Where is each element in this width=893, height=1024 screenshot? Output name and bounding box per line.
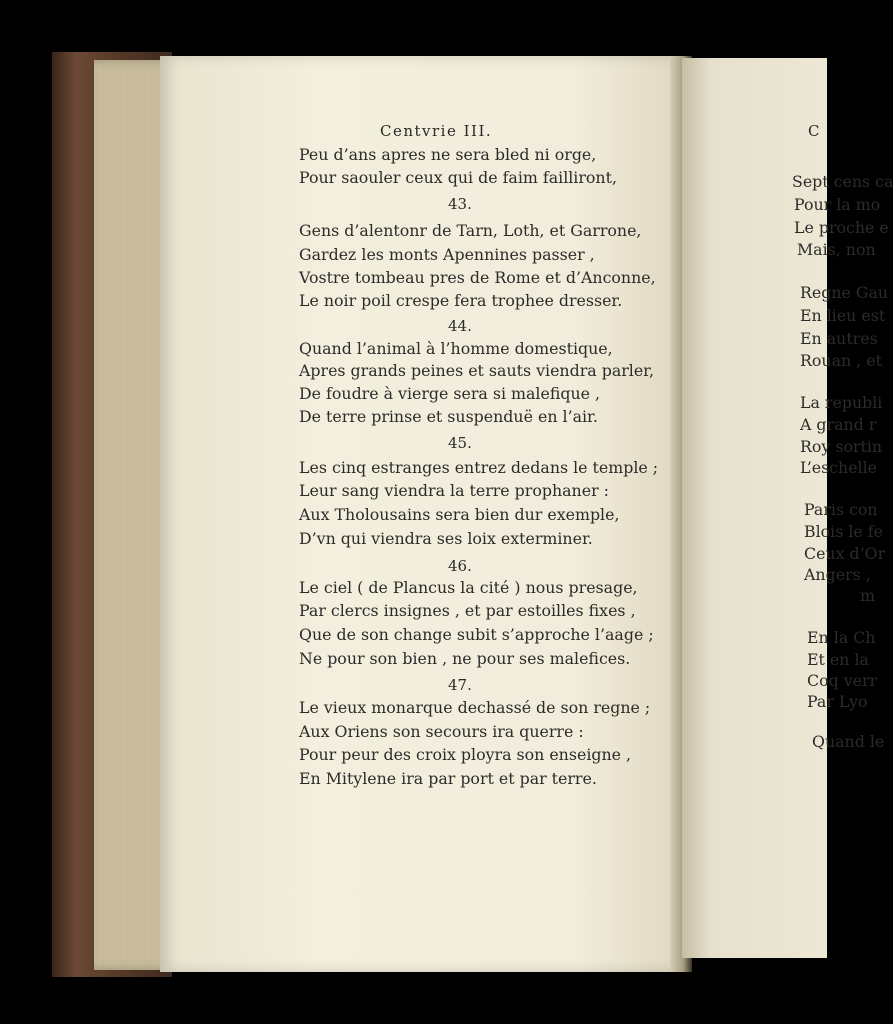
verse-line-right: Ceux d’Or <box>804 544 886 563</box>
verse-line: Ne pour son bien , ne pour ses malefices. <box>299 649 631 668</box>
verse-line-right: Quand le <box>812 732 885 751</box>
verse-line: Quand l’animal à l’homme domestique, <box>299 339 613 358</box>
verse-line: Les cinq estranges entrez dedans le temple ; <box>299 458 659 477</box>
verse-line-right: Et en la <box>807 650 869 669</box>
verse-line-right: Pour la mo <box>794 195 881 214</box>
page-header: Centvrie III. <box>380 122 493 140</box>
verse-line: Aux Oriens son secours ira querre : <box>299 722 584 741</box>
verse-line: Par clercs insignes , et par estoilles fixes , <box>299 601 636 620</box>
verse-line-right: Sept cens ca <box>792 172 893 191</box>
verse-line: Que de son change subit s’approche l’aage ; <box>299 625 654 644</box>
verse-line-right: Blois le fe <box>804 522 883 541</box>
verse-line: Gens d’alentonr de Tarn, Loth, et Garrone, <box>299 221 642 240</box>
verse-line-right: Regne Gau <box>800 283 889 302</box>
verse-line: Le vieux monarque dechassé de son regne ; <box>299 698 651 717</box>
right-page-header: C <box>808 122 820 140</box>
verse-line: Vostre tombeau pres de Rome et d’Anconne, <box>299 268 656 287</box>
right-page <box>682 58 893 958</box>
verse-line-right: En autres <box>800 329 878 348</box>
verse-line-right: Paris con <box>804 500 878 519</box>
quatrain-number: 43. <box>448 195 472 213</box>
verse-line-right: Roy sortin <box>800 437 883 456</box>
verse-line: Le noir poil crespe fera trophee dresser. <box>299 291 623 310</box>
verse-line-right: Angers , <box>804 565 871 584</box>
verse-line: Apres grands peines et sauts viendra parler, <box>299 361 655 380</box>
quatrain-number: 44. <box>448 317 472 335</box>
verse-line: Aux Tholousains sera bien dur exemple, <box>299 505 620 524</box>
verse-line: Pour saouler ceux qui de faim failliront, <box>299 168 617 187</box>
verse-line-right: Le proche e <box>794 218 889 237</box>
verse-line-right: Coq verr <box>807 671 878 690</box>
verse-line-right: En la Ch <box>807 628 876 647</box>
verse-line-right: Par Lyo <box>807 692 868 711</box>
verse-line: De foudre à vierge sera si malefique , <box>299 384 601 403</box>
verse-line: D’vn qui viendra ses loix exterminer. <box>299 529 593 548</box>
verse-line-right: A grand r <box>800 415 877 434</box>
verse-line: Gardez les monts Apennines passer , <box>299 245 595 264</box>
verse-line: En Mitylene ira par port et par terre. <box>299 769 597 788</box>
verse-line: Pour peur des croix ployra son enseigne , <box>299 745 632 764</box>
verse-line-right: Mais, non <box>797 240 876 259</box>
verse-line: Leur sang viendra la terre prophaner : <box>299 481 609 500</box>
verse-line: Peu d’ans apres ne sera bled ni orge, <box>299 145 597 164</box>
verse-line-right: m <box>860 586 875 605</box>
verse-line-right: La republi <box>800 393 883 412</box>
verse-line: Le ciel ( de Plancus la cité ) nous presage, <box>299 578 638 597</box>
verse-line-right: En lieu est <box>800 306 886 325</box>
quatrain-number: 47. <box>448 676 472 694</box>
verse-line-right: Rouan , et <box>800 351 882 370</box>
verse-line-right: L’eschelle <box>800 458 878 477</box>
quatrain-number: 46. <box>448 557 472 575</box>
verse-line: De terre prinse et suspenduë en l’air. <box>299 407 598 426</box>
quatrain-number: 45. <box>448 434 472 452</box>
